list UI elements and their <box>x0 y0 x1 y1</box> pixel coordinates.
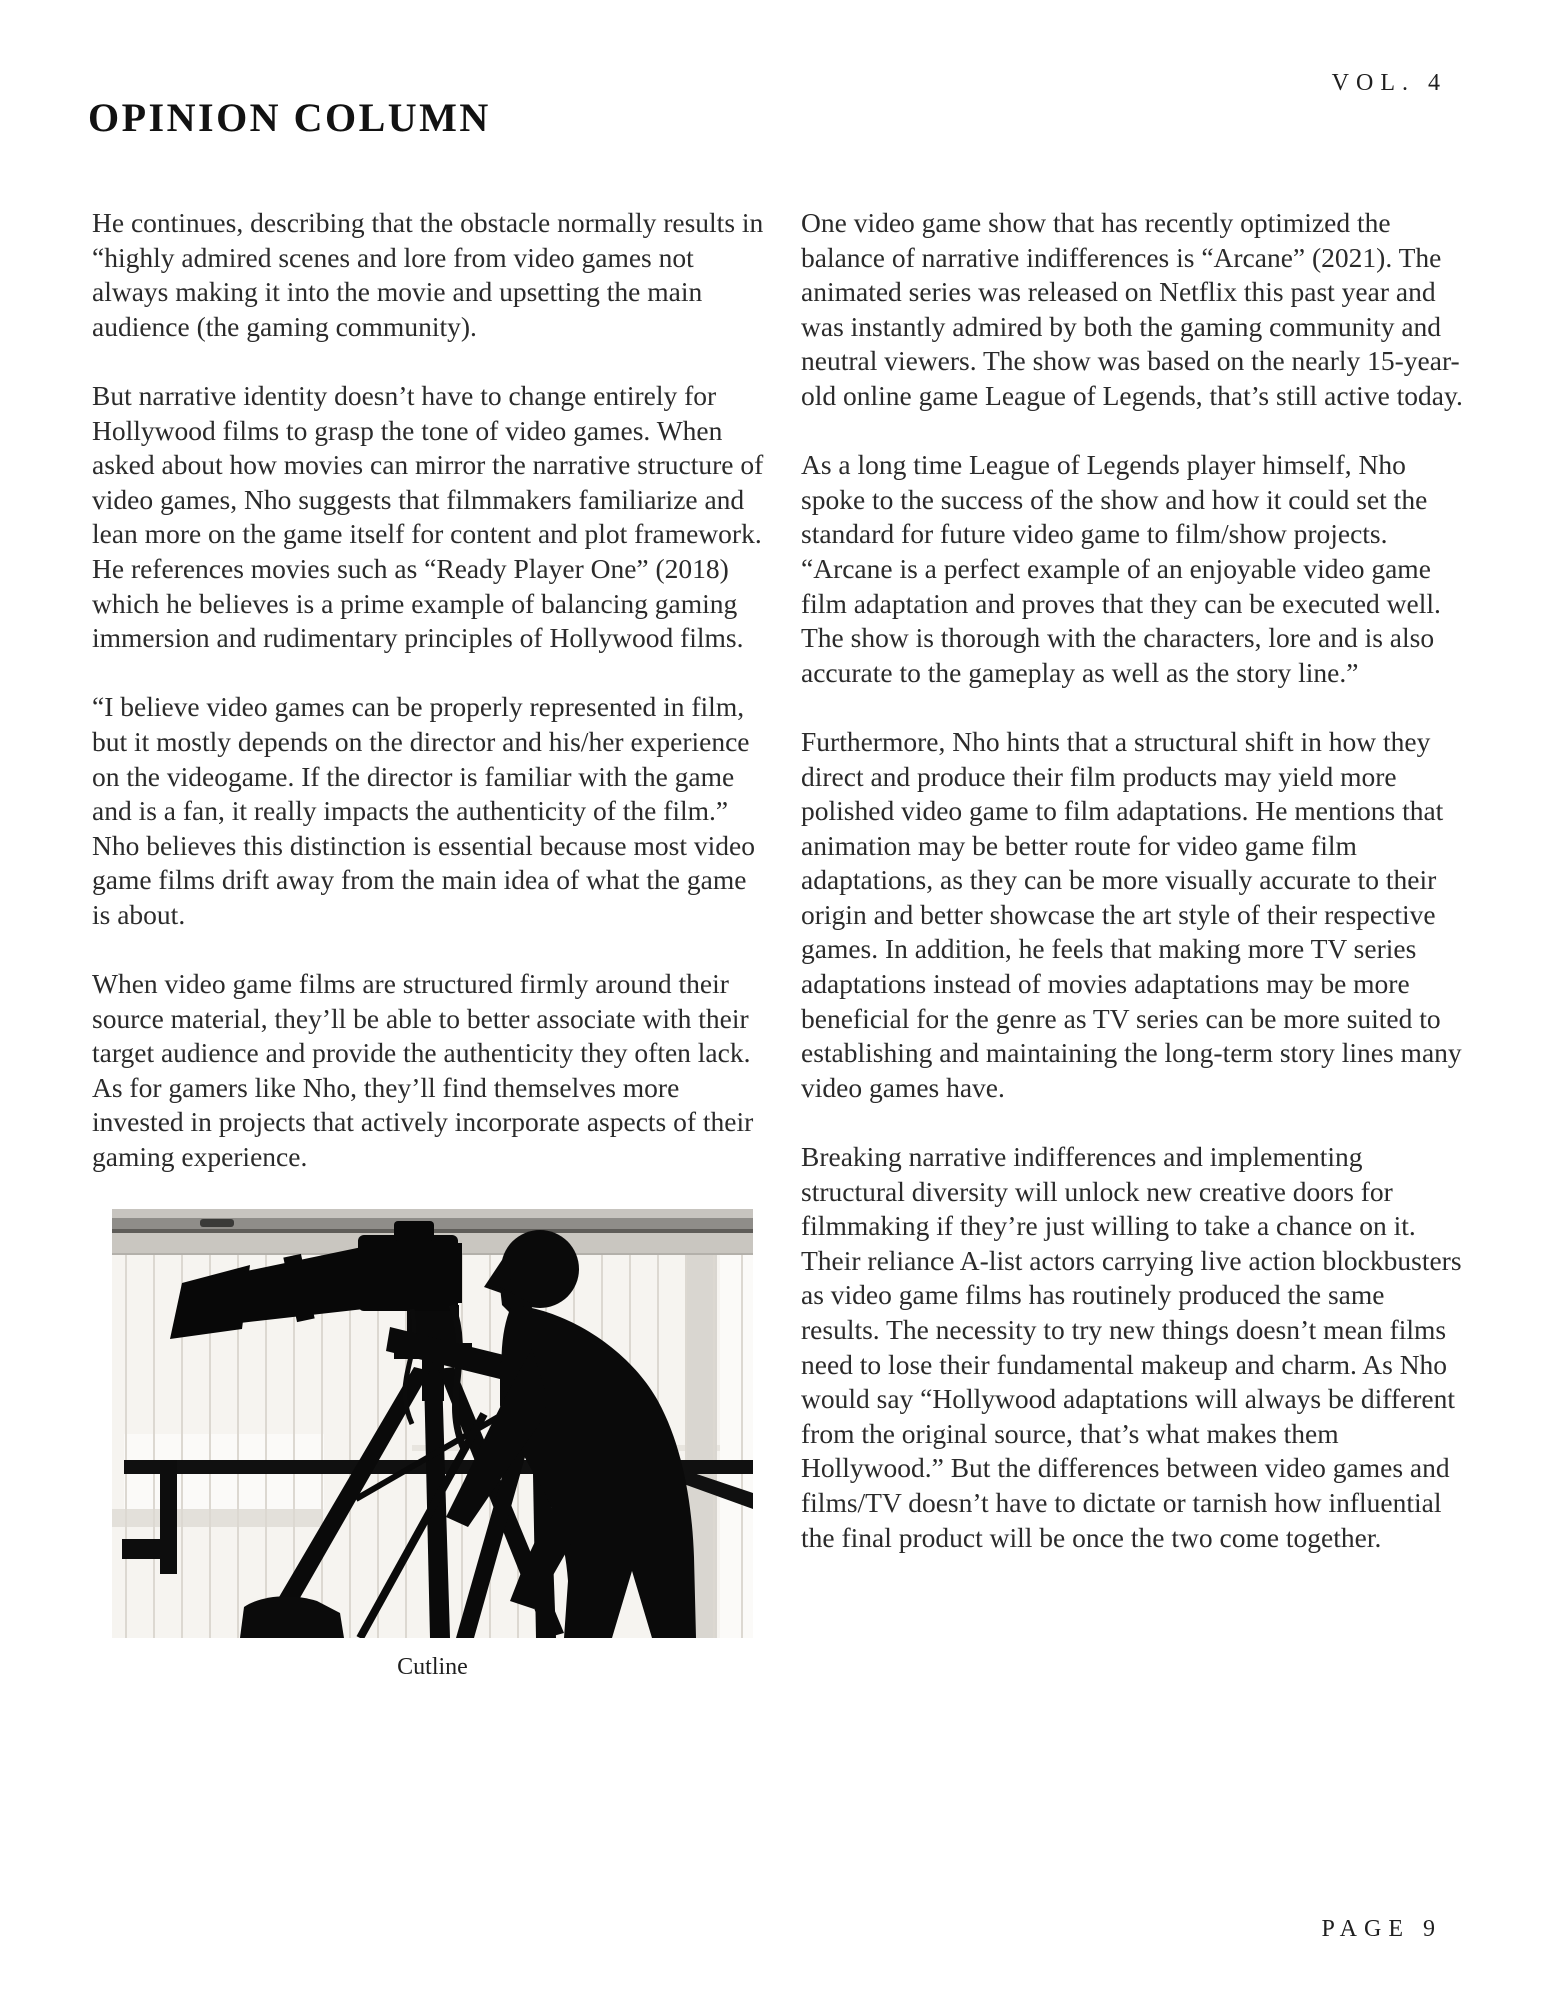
paragraph: As a long time League of Legends player himself, Nho spoke to the success of the show and how it could set the standard for future video game to film/show projects. “Arcane is a perfect example of an enjoyable video game film adaptation and proves that they can be executed well. The show is thorough with the characters, lore and is also accurate to the gameplay as well as the story line.” <box>801 449 1441 688</box>
paragraph: When video game films are structured firmly around their source material, they’ll be able to better associate with their target audience and provide the authenticity they often lack. As for gamers like Nho, they’ll find themselves more invested in projects that actively incorporate aspects of their gaming experience. <box>92 968 754 1173</box>
paragraph: One video game show that has recently optimized the balance of narrative indifferences is “Arcane” (2021). The animated series was released on Netflix this past year and was instantly admired by both the gaming community and neutral viewers. The show was based on the nearly 15-year-old online game League of Legends, that’s still active today. <box>801 207 1463 411</box>
volume-label: VOL. 4 <box>1331 70 1447 96</box>
paragraph: Furthermore, Nho hints that a structural shift in how they direct and produce their film products may yield more polished video game to film adaptations. He mentions that animation may be better route for video game film adaptations, as they can be more visually accurate to their origin and better showcase the art style of their respective games. In addition, he feels that making more TV series adaptations instead of movies adaptations may be more beneficial for the genre as TV series can be more suited to establishing and maintaining the long-term story lines many video games have. <box>801 725 1462 1103</box>
photo-caption: Cutline <box>397 1654 468 1681</box>
paragraph: He continues, describing that the obstacle normally results in “highly admired scenes and lore from video games not always making it into the movie and upsetting the main audience (the gaming community). <box>92 207 764 342</box>
paragraph: But narrative identity doesn’t have to change entirely for Hollywood films to grasp the tone of video games. When asked about how movies can mirror the narrative structure of video games, Nho suggests that filmmakers familiarize and lean more on the game itself for content and plot framework. He references movies such as “Ready Player One” (2018) which he believes is a prime example of balancing gaming immersion and rudimentary principles of Hollywood films. <box>92 379 764 654</box>
page-number-label: PAGE 9 <box>1321 1916 1442 1942</box>
cameraman-silhouette-photo <box>112 1209 753 1638</box>
paragraph: Breaking narrative indifferences and implementing structural diversity will unlock new creative doors for filmmaking if they’re just willing to take a chance on it. Their reliance A-list actors carrying live action blockbusters as video game films has routinely produced the same results. The necessity to try new things doesn’t mean films need to lose their fundamental makeup and charm. As Nho would say “Hollywood adaptations will always be different from the original source, that’s what makes them Hollywood.” But the differences between video games and films/TV doesn’t have to dictate or tarnish how influential the final product will be once the two come together. <box>801 1141 1462 1553</box>
left-column <box>92 206 770 1685</box>
paragraph: “I believe video games can be properly represented in film, but it mostly depends on the director and his/her experience on the videogame. If the director is familiar with the game and is a fan, it really impacts the authenticity of the film.” Nho believes this distinction is essential because most video game films drift away from the main idea of what the game is about. <box>92 691 755 930</box>
right-column <box>801 206 1463 1590</box>
page-title: OPINION COLUMN <box>88 95 491 140</box>
article-figure <box>112 1209 753 1685</box>
